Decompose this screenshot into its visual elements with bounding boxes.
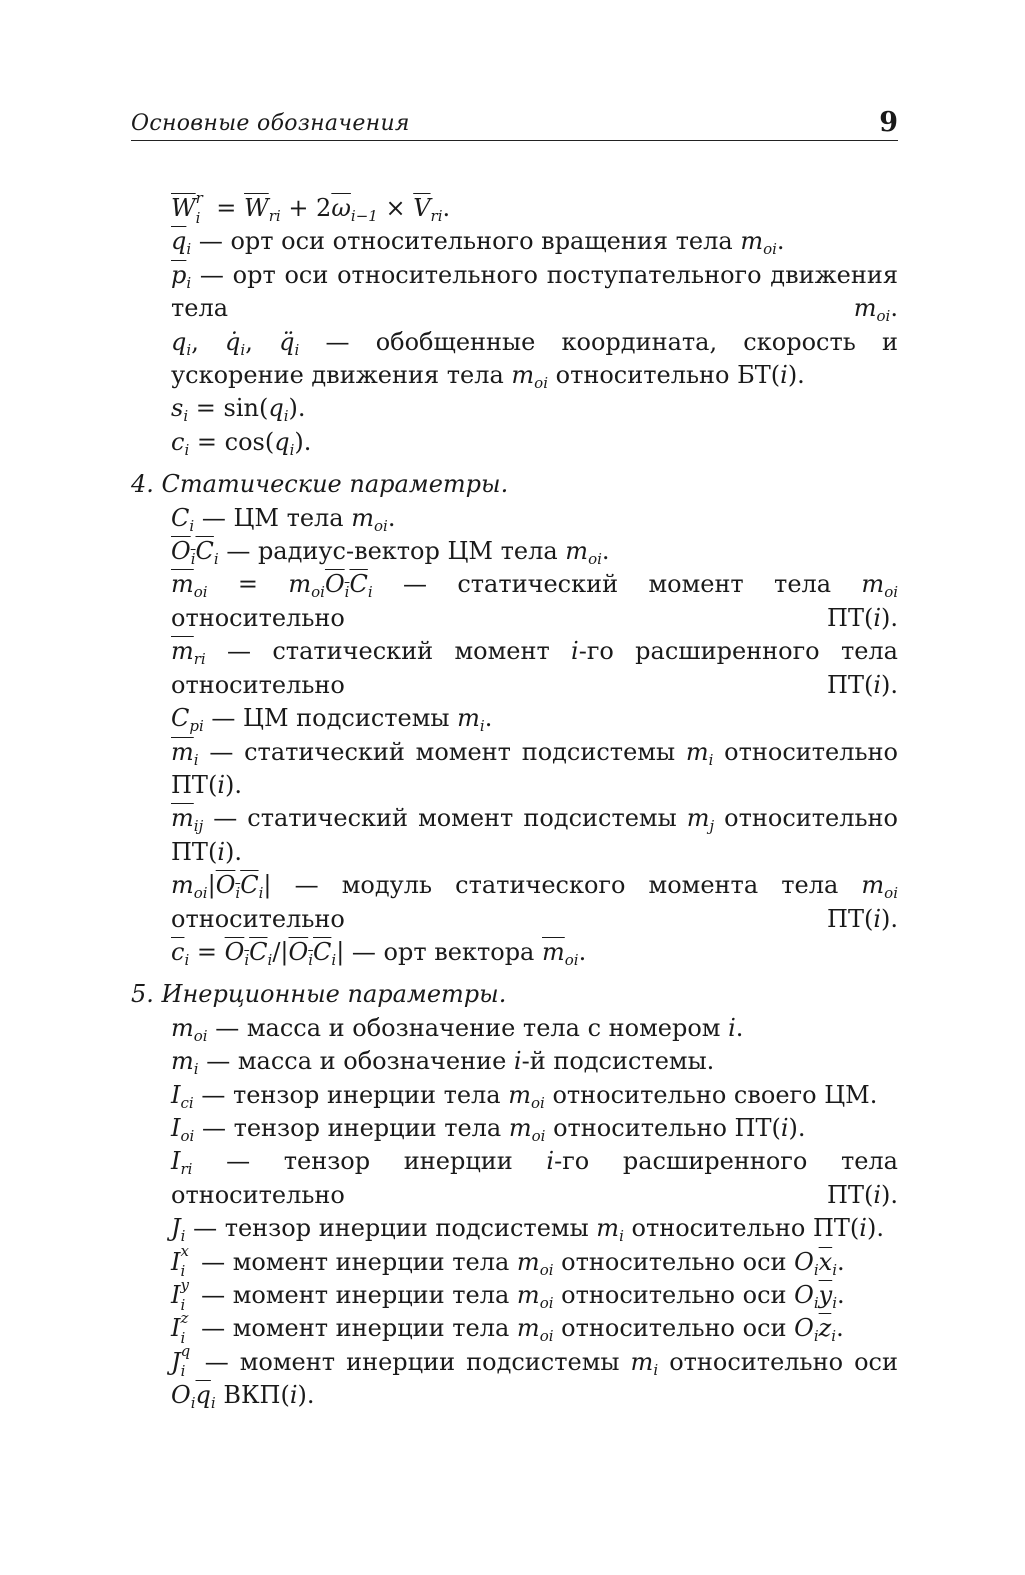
def-center-of-mass: $C_i$ — ЦМ тела $m_{oi}$. (171, 503, 396, 535)
def-moment-inertia-x: I x i — момент инерции тела $m_{oi}$ относительно оси $O_i\overline{x}_i$. (171, 1242, 845, 1281)
def-body-mass: $m_{oi}$ — масса и обозначение тела с номером i. (171, 1013, 744, 1045)
def-inertia-tensor-extended: $I_{ri}$ — тензор инерции i-го расширенного тела относительно ПТ(i). (171, 1147, 898, 1209)
def-moment-inertia-z: I z i — момент инерции тела $m_{oi}$ относительно оси $O_i\overline{z}_i$. (171, 1308, 844, 1347)
def-generalized-coords: $q_i$, $q̇_i$, $q̈_i$ — обобщенные координата, скорость и ускорение движения тела $m_{oi}$ относительно БТ(i). (171, 327, 899, 393)
def-subsystem-mass: $m_i$ — масса и обозначение i-й подсистемы. (171, 1047, 715, 1079)
def-inertia-tensor-cm: $I_{ci}$ — тензор инерции тела $m_{oi}$ относительно своего ЦМ. (171, 1080, 878, 1112)
section-4-title: 4. Статические параметры. (131, 470, 509, 499)
running-title: Основные обозначения (131, 111, 410, 136)
def-cos: $c_i = \cos(q_i)$. (171, 427, 312, 459)
formula-relative-acceleration: $\overline{W}$ r i = $\overline{W}_{ri} + 2\overline{\omega}_{i-1} \times \overline{V}_{ri}$. (171, 188, 451, 227)
def-static-moment-subsystem: $\overline{m}_i$ — статический момент подсистемы $m_i$ относительно ПТ(i). (171, 737, 898, 799)
def-inertia-tensor-pt: $I_{oi}$ — тензор инерции тела $m_{oi}$ относительно ПТ(i). (171, 1113, 806, 1145)
def-unit-vector-c: $\overline{c}_i = O_iC_i/|O_iC_i|$ — орт вектора $\overline{m}_{oi}$. (171, 937, 587, 969)
def-static-moment-subsystem-j: $\overline{m}_{ij}$ — статический момент подсистемы $m_j$ относительно ПТ(i). (171, 804, 899, 866)
running-header (131, 106, 898, 141)
def-sin: $s_i = \sin(q_i)$. (171, 394, 306, 426)
def-static-moment-extended: $\overline{m}_{ri}$ — статический момент i-го расширенного тела относительно ПТ(i). (171, 637, 898, 699)
def-static-moment-modulus: $m_{oi}|O_iC_i|$ — модуль статического момента тела $m_{oi}$ относительно ПТ(i). (171, 871, 898, 933)
def-subsystem-center: $C_{pi}$ — ЦМ подсистемы $m_i$. (171, 704, 493, 736)
page-number: 9 (879, 107, 898, 138)
def-radius-vector: $O_iC_i$ — радиус-вектор ЦМ тела $m_{oi}$. (171, 537, 610, 569)
section-5-title: 5. Инерционные параметры. (131, 980, 507, 1009)
def-static-moment-body: $\overline{m}_{oi} = m_{oi}O_iC_i$ — статический момент тела $m_{oi}$ относительно ПТ(i). (171, 570, 899, 632)
def-q-bar: $\overline{q}_i$ — орт оси относительного вращения тела $m_{oi}$. (171, 227, 785, 259)
def-inertia-tensor-subsystem: $J_i$ — тензор инерции подсистемы $m_i$ относительно ПТ(i). (171, 1214, 884, 1246)
page-body (131, 188, 899, 1413)
def-moment-inertia-subsystem-q: J q i — момент инерции подсистемы $m_i$ относительно оси $O_i\overline{q}_i$ ВКП(i). (171, 1342, 898, 1413)
def-moment-inertia-y: I y i — момент инерции тела $m_{oi}$ относительно оси $O_i\overline{y}_i$. (171, 1275, 845, 1314)
def-p-bar: $\overline{p}_i$ — орт оси относительного поступательного движения тела $m_{oi}$. (171, 260, 898, 326)
